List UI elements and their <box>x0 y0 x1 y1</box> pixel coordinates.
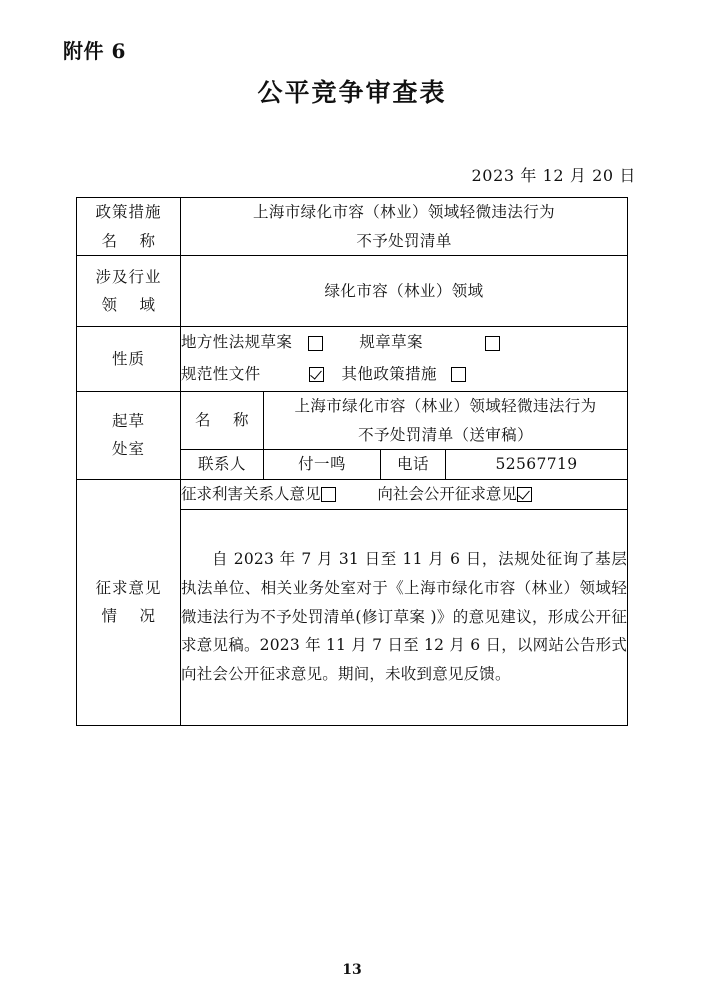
phone-label-cell <box>381 450 446 480</box>
solicitation-body-cell <box>181 509 628 725</box>
industry-field-label-line2 <box>77 291 180 320</box>
table-row-solicitation-options <box>77 479 628 509</box>
solicitation-body-text: 自 2023 年 7 月 31 日至 11 月 6 日，法规处征询了基层执法单位、相关业务处室对于《上海市绿化市容（林业）领域轻微违法行为不予处罚清单(修订草案 )》的意见建议，形成公开征求意见稿。2023 年 11 月 7 日至 12 月 6 日，以网站公告形式向社会公开征求意见。期间，未收到意见反馈。 <box>181 550 628 684</box>
nature-option-rule-draft-label: 规章草案 <box>359 333 423 352</box>
nature-option-other-policy-measure[interactable] <box>342 359 466 391</box>
industry-field-label-cell <box>77 256 181 327</box>
solicitation-option-stakeholders-checkbox[interactable] <box>321 487 336 502</box>
drafting-office-name-label-cell <box>181 391 264 449</box>
policy-name-value-line2: 不予处罚清单 <box>356 231 452 250</box>
policy-name-value-line1: 上海市绿化市容（林业）领域轻微违法行为 <box>252 203 556 221</box>
drafting-office-name-value-cell <box>264 391 628 449</box>
drafting-office-name-label <box>181 406 263 435</box>
policy-name-label-line2 <box>77 227 180 256</box>
nature-option-normative-document-label: 规范性文件 <box>181 365 261 384</box>
table-row-industry-field <box>77 256 628 327</box>
solicitation-label-line1: 征求意见 <box>95 578 162 597</box>
nature-option-other-policy-measure-label: 其他政策措施 <box>341 365 437 384</box>
contact-value: 付一鸣 <box>298 455 346 474</box>
nature-options-cell <box>181 327 628 392</box>
nature-options-row-2 <box>181 359 627 391</box>
nature-label: 性质 <box>111 349 145 368</box>
solicitation-label-line2-char2: 况 <box>139 607 156 626</box>
policy-name-value-cell <box>181 198 628 256</box>
nature-option-normative-document[interactable] <box>181 359 324 391</box>
document-date: 2023 年 12 月 20 日 <box>471 166 636 185</box>
industry-field-value: 绿化市容（林业）领域 <box>324 282 484 300</box>
solicitation-option-public-label: 向社会公开征求意见 <box>377 484 517 503</box>
policy-name-label-line2-char1: 名 <box>101 231 118 250</box>
table-row-nature <box>77 327 628 392</box>
solicitation-option-stakeholders[interactable] <box>181 480 336 509</box>
drafting-office-name-label-char2: 称 <box>233 411 250 430</box>
drafting-office-name-value-line1: 上海市绿化市容（林业）领域轻微违法行为 <box>294 396 597 415</box>
drafting-office-name-label-char1: 名 <box>194 411 211 430</box>
solicitation-label-line2-char1: 情 <box>101 607 118 626</box>
policy-name-label-line2-char2: 称 <box>139 231 156 250</box>
contact-label: 联系人 <box>197 455 246 474</box>
nature-option-rule-draft[interactable] <box>359 327 500 359</box>
nature-options-row-1 <box>181 327 627 359</box>
drafting-office-label-cell <box>77 391 181 479</box>
solicitation-option-public-checkbox[interactable] <box>517 487 532 502</box>
nature-option-normative-document-checkbox[interactable] <box>309 367 324 382</box>
phone-value-cell <box>446 450 628 480</box>
drafting-office-label-line2: 处室 <box>111 440 145 459</box>
solicitation-options-cell <box>181 479 628 509</box>
table-row-policy-name <box>77 198 628 256</box>
phone-label: 电话 <box>396 455 429 474</box>
nature-option-other-policy-measure-checkbox[interactable] <box>451 367 466 382</box>
industry-field-label-line2-char2: 域 <box>139 296 156 315</box>
solicitation-option-stakeholders-label: 征求利害关系人意见 <box>181 484 321 503</box>
nature-option-local-regulation-draft-label: 地方性法规草案 <box>181 333 293 352</box>
page-title: 公平竞争审查表 <box>257 78 447 107</box>
nature-option-local-regulation-draft-checkbox[interactable] <box>308 336 323 351</box>
industry-field-label-line2-char1: 领 <box>101 296 118 315</box>
nature-label-cell <box>77 327 181 392</box>
industry-field-label-line1: 涉及行业 <box>95 267 162 286</box>
nature-option-rule-draft-checkbox[interactable] <box>485 336 500 351</box>
contact-label-cell <box>181 450 264 480</box>
drafting-office-label-line1: 起草 <box>111 411 145 430</box>
industry-field-value-cell <box>181 256 628 327</box>
policy-name-label-cell <box>77 198 181 256</box>
nature-option-local-regulation-draft[interactable] <box>181 327 323 359</box>
table-row-drafting-office-name <box>77 391 628 449</box>
fair-competition-review-table <box>76 197 628 726</box>
policy-name-label-line1: 政策措施 <box>95 203 162 221</box>
solicitation-label-cell <box>77 479 181 725</box>
contact-value-cell <box>264 450 381 480</box>
attachment-label: 附件 6 <box>63 39 126 63</box>
solicitation-label-line2 <box>77 602 180 631</box>
page-number: 13 <box>342 962 362 978</box>
drafting-office-name-value-line2: 不予处罚清单（送审稿） <box>358 425 533 444</box>
phone-value: 52567719 <box>495 455 578 474</box>
solicitation-option-public[interactable] <box>377 480 532 509</box>
